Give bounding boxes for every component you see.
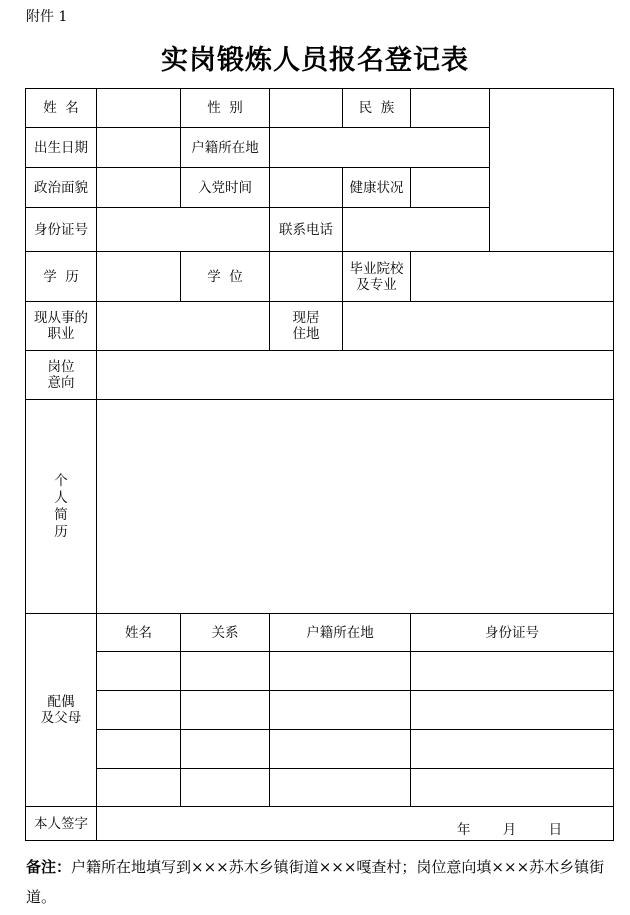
signature-field[interactable] [97,807,614,841]
family-cell[interactable] [181,769,270,807]
family-row [26,691,614,730]
school-field[interactable] [411,252,614,302]
birthdate-field[interactable] [97,128,181,168]
education-label: 学 历 [26,252,97,302]
resume-field[interactable] [97,400,614,614]
political-label: 政治面貌 [26,168,97,208]
family-cell[interactable] [411,691,614,730]
party-date-label: 入党时间 [181,168,270,208]
registration-form [25,88,614,841]
family-cell[interactable] [411,652,614,691]
ethnicity-label: 民 族 [343,89,411,128]
residence-label: 现居 住地 [270,302,343,351]
education-field[interactable] [97,252,181,302]
health-label: 健康状况 [343,168,411,208]
date-year: 年 [457,822,471,838]
family-cell[interactable] [181,730,270,769]
name-field[interactable] [97,89,181,128]
family-cell[interactable] [97,691,181,730]
date-day: 日 [548,822,563,838]
resume-label: 个人简历 [26,400,97,614]
family-cell[interactable] [97,730,181,769]
phone-label: 联系电话 [270,208,343,252]
id-field[interactable] [97,208,270,252]
family-col-household: 户籍所在地 [270,614,411,652]
family-cell[interactable] [270,769,411,807]
family-cell[interactable] [181,652,270,691]
family-row [26,652,614,691]
family-cell[interactable] [270,652,411,691]
family-cell[interactable] [97,652,181,691]
family-col-id: 身份证号 [411,614,614,652]
family-cell[interactable] [97,769,181,807]
family-cell[interactable] [411,769,614,807]
family-label: 配偶 及父母 [26,614,97,807]
footnote [26,852,606,912]
birthdate-label: 出生日期 [26,128,97,168]
residence-field[interactable] [343,302,614,351]
family-cell[interactable] [270,691,411,730]
family-row [26,769,614,807]
household-label: 户籍所在地 [181,128,270,168]
family-cell[interactable] [181,691,270,730]
family-cell[interactable] [270,730,411,769]
household-field[interactable] [270,128,490,168]
date-month: 月 [502,822,517,838]
political-field[interactable] [97,168,181,208]
degree-field[interactable] [270,252,343,302]
photo-box[interactable] [490,89,614,252]
post-field[interactable] [97,351,614,400]
page-title: 实岗锻炼人员报名登记表 [161,45,469,76]
footnote-prefix: 备注： [26,858,72,876]
family-cell[interactable] [411,730,614,769]
signature-label: 本人签字 [26,807,97,841]
phone-field[interactable] [343,208,490,252]
job-label: 现从事的 职业 [26,302,97,351]
name-label: 姓 名 [26,89,97,128]
gender-label: 性 别 [181,89,270,128]
degree-label: 学 位 [181,252,270,302]
family-row [26,730,614,769]
family-col-name: 姓名 [97,614,181,652]
gender-field[interactable] [270,89,343,128]
attachment-label: 附件 1 [26,9,68,25]
ethnicity-field[interactable] [411,89,490,128]
health-field[interactable] [411,168,490,208]
family-col-relation: 关系 [181,614,270,652]
footnote-text: 户籍所在地填写到×××苏木乡镇街道×××嘎查村；岗位意向填×××苏木乡镇街道。 [26,858,605,906]
signature-date [457,822,590,838]
post-label: 岗位 意向 [26,351,97,400]
party-date-field[interactable] [270,168,343,208]
school-label: 毕业院校 及专业 [343,252,411,302]
job-field[interactable] [97,302,270,351]
id-label: 身份证号 [26,208,97,252]
